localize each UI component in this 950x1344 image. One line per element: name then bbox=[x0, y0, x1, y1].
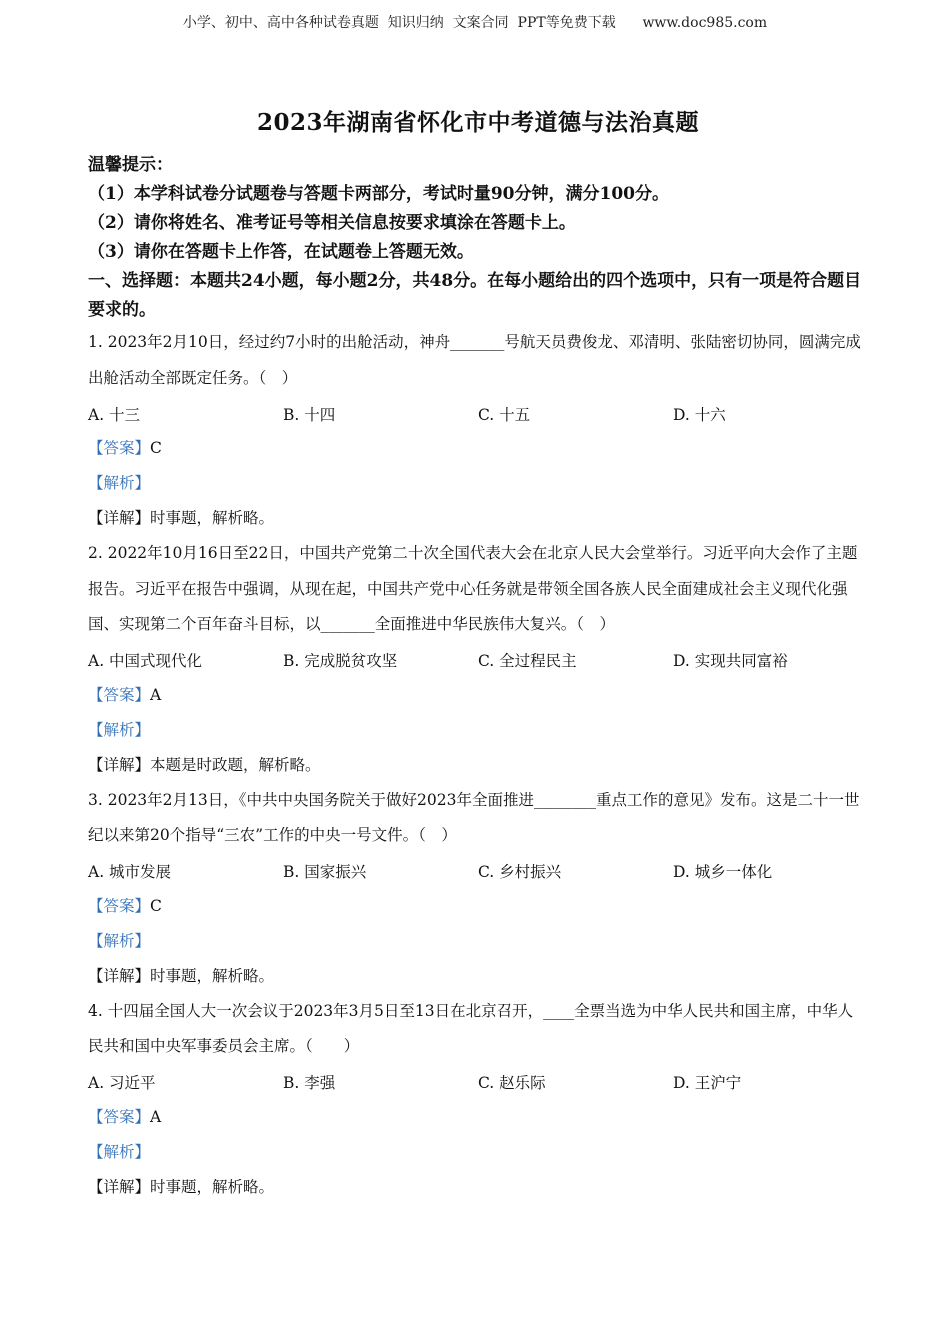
question-text: 2. 2022年10月16日至22日，中国共产党第二十次全国代表大会在北京人民大会堂举行。习近平向大会作了主题报告。习近平在报告中强调，从现在起，中国共产党中心任务就是带领全国各族人民全面建成社会主义现代化强国、实现第二个百年奋斗目标，以_______全面推进中华民族伟大复兴。（ ） bbox=[88, 544, 858, 633]
answer-line bbox=[88, 431, 868, 466]
analysis-line bbox=[88, 713, 868, 748]
option-c: C. 全过程民主 bbox=[478, 652, 577, 670]
option-b: B. 完成脱贫攻坚 bbox=[283, 652, 398, 670]
answer-label: 【答案】 bbox=[88, 1107, 151, 1126]
analysis-line bbox=[88, 1135, 868, 1170]
option-d: D. 实现共同富裕 bbox=[673, 652, 788, 670]
tip-item: （1）本学科试卷分试题卷与答题卡两部分，考试时量90分钟，满分100分。 bbox=[88, 184, 669, 204]
tips-heading: 温馨提示： bbox=[88, 155, 173, 175]
analysis-label: 【解析】 bbox=[88, 720, 151, 739]
detail-text: 时事题，解析略。 bbox=[150, 966, 275, 985]
document-body bbox=[88, 104, 868, 1205]
answer-value: A bbox=[150, 1107, 162, 1126]
answer-line bbox=[88, 1100, 868, 1135]
detail-text: 时事题，解析略。 bbox=[150, 509, 275, 527]
analysis-line bbox=[88, 924, 868, 959]
answer-label: 【答案】 bbox=[88, 439, 151, 457]
option-d: D. 王沪宁 bbox=[673, 1074, 742, 1092]
detail-label: 【详解】 bbox=[88, 1177, 151, 1196]
option-a: A. 中国式现代化 bbox=[88, 652, 203, 670]
detail-text: 本题是时政题，解析略。 bbox=[150, 755, 321, 774]
option-c: C. 赵乐际 bbox=[478, 1074, 546, 1092]
options-row bbox=[88, 396, 868, 431]
answer-label: 【答案】 bbox=[88, 896, 151, 915]
detail-label: 【详解】 bbox=[88, 755, 151, 774]
options-row bbox=[88, 1065, 868, 1100]
answer-value: A bbox=[150, 685, 162, 704]
analysis-label: 【解析】 bbox=[88, 1142, 151, 1161]
analysis-label: 【解析】 bbox=[88, 474, 151, 492]
option-a: A. 城市发展 bbox=[88, 863, 172, 881]
section-heading: 一、选择题：本题共24小题，每小题2分，共48分。在每小题给出的四个选项中，只有一项是符合题目要求的。 bbox=[88, 271, 862, 320]
option-d: D. 城乡一体化 bbox=[673, 863, 773, 881]
detail-label: 【详解】 bbox=[88, 509, 151, 527]
question-block bbox=[88, 536, 868, 783]
option-b: B. 李强 bbox=[283, 1074, 336, 1092]
option-a: A. 习近平 bbox=[88, 1074, 156, 1092]
option-c: C. 乡村振兴 bbox=[478, 863, 562, 881]
option-a: A. 十三 bbox=[88, 405, 141, 424]
page-title: 2023年湖南省怀化市中考道德与法治真题 bbox=[256, 109, 699, 136]
detail-label: 【详解】 bbox=[88, 966, 151, 985]
question-text: 3. 2023年2月13日，《中共中央国务院关于做好2023年全面推进________重点工作的意见》发布。这是二十一世纪以来第20个指导“三农”工作的中央一号文件。（ ） bbox=[88, 790, 860, 844]
question-block bbox=[88, 325, 868, 536]
detail-text: 时事题，解析略。 bbox=[150, 1177, 275, 1196]
option-b: B. 十四 bbox=[283, 405, 336, 424]
answer-value: C bbox=[150, 439, 162, 457]
question-text: 4. 十四届全国人大一次会议于2023年3月5日至13日在北京召开，____全票当选为中华人民共和国主席，中华人民共和国中央军事委员会主席。（ ） bbox=[88, 1001, 854, 1055]
answer-line bbox=[88, 889, 868, 924]
detail-line bbox=[88, 501, 868, 536]
analysis-line bbox=[88, 466, 868, 501]
tip-item: （2）请你将姓名、准考证号等相关信息按要求填涂在答题卡上。 bbox=[88, 213, 576, 233]
option-c: C. 十五 bbox=[478, 405, 531, 424]
option-b: B. 国家振兴 bbox=[283, 863, 367, 881]
question-text: 1. 2023年2月10日，经过约7小时的出舱活动，神舟_______号航天员费俊龙、邓清明、张陆密切协同，圆满完成出舱活动全部既定任务。（ ） bbox=[88, 333, 861, 387]
tip-item: （3）请你在答题卡上作答，在试题卷上答题无效。 bbox=[88, 242, 474, 262]
detail-line bbox=[88, 748, 868, 783]
question-block bbox=[88, 994, 868, 1205]
answer-value: C bbox=[150, 896, 162, 915]
question-block bbox=[88, 783, 868, 994]
detail-line bbox=[88, 1170, 868, 1205]
answer-line bbox=[88, 678, 868, 713]
options-row bbox=[88, 854, 868, 889]
page-header: 小学、初中、高中各种试卷真题 知识归纳 文案合同 PPT等免费下载 www.doc985.com bbox=[182, 15, 768, 31]
option-d: D. 十六 bbox=[673, 405, 726, 424]
analysis-label: 【解析】 bbox=[88, 931, 151, 950]
answer-label: 【答案】 bbox=[88, 685, 151, 704]
detail-line bbox=[88, 959, 868, 994]
options-row bbox=[88, 643, 868, 678]
